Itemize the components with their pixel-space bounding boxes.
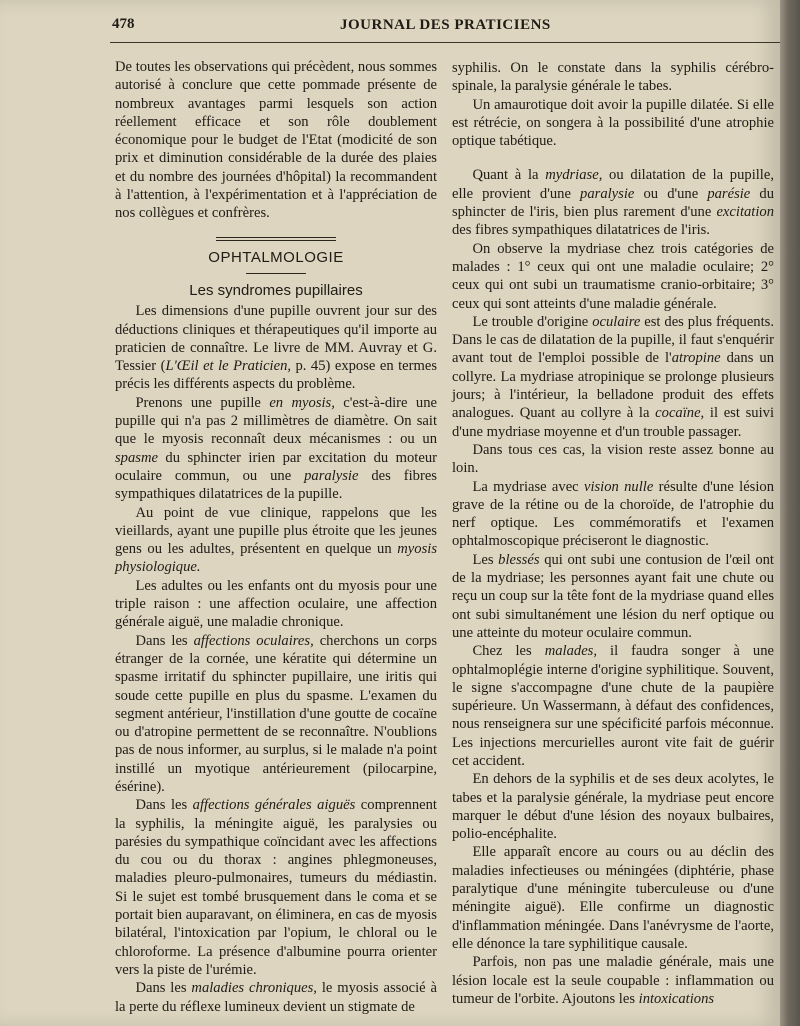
section-heading: OPHTALMOLOGIE bbox=[208, 248, 344, 266]
section-divider bbox=[216, 237, 336, 241]
left-column bbox=[115, 58, 437, 1016]
paragraph: Chez les malades, il faudra songer à une ophtalmoplégie interne d'origine syphilitique. Souvent, le signe s'accompagne d'une chute de la paupière supérieure. Un Wassermann, à défaut des confidences, nous renseignera sur une spécificité parfois méconnue. Les injections mercurielles auront vite fait de guérir cet accident. bbox=[452, 643, 774, 769]
running-title: JOURNAL DES PRATICIENS bbox=[340, 17, 551, 33]
paragraph: Prenons une pupille en myosis, c'est-à-dire une pupille qui n'a pas 2 millimètres de diamètre. On sait que le myosis reconnaît deux mécanismes : ou un spasme du sphincter irien par excitation du moteur oculaire commun, ou une paralysie des fibres sympathiques dilatatrices de la pupille. bbox=[115, 394, 437, 503]
article-title: Les syndromes pupillaires bbox=[189, 281, 363, 299]
heading-rule bbox=[246, 273, 306, 274]
paragraph: Un amaurotique doit avoir la pupille dilatée. Si elle est rétrécie, on songera à la possibilité d'une atrophie optique tabétique. bbox=[452, 96, 774, 150]
paragraph: Le trouble d'origine oculaire est des plus fréquents. Dans le cas de dilatation de la pupille, il faut s'enquérir avant tout de l'emploi possible de l'atropine dans un collyre. La mydriase atropinique se prolonge plusieurs jours; à l'intérieur, la belladone produit des effets analogues. Quant au collyre à la cocaïne, il est suivi d'une mydriase moyenne et d'un trouble passager. bbox=[452, 313, 775, 440]
paragraph: Dans les affections générales aiguës comprennent la syphilis, la méningite aiguë, les paralysies ou parésies du sympathique coïncidant avec les affections du cou ou du thorax : angines phlegmoneuses, maladies pleuro-pulmonaires, tumeurs du médiastin. Si le sujet est tombé brusquement dans le coma et se portait bien auparavant, on éliminera, en cas de myosis bilatéral, l'intoxication par l'opium, le chloral ou le chloroforme. La présence d'albumine pourra orienter vers la piste de l'urémie. bbox=[115, 797, 437, 978]
paragraph: Les adultes ou les enfants ont du myosis pour une triple raison : une affection oculaire, une affection générale aiguë, une maladie chronique. bbox=[115, 577, 437, 631]
paragraph: On observe la mydriase chez trois catégories de malades : 1° ceux qui ont une maladie oculaire; 2° ceux qui ont subi un traumatisme cranio-orbitaire; 3° ceux qui sont atteints d'une maladie générale. bbox=[452, 240, 774, 312]
binding-edge bbox=[780, 0, 800, 1026]
closing-paragraph: De toutes les observations qui précèdent, nous sommes autorisé à conclure que cette pommade présente de nombreux avantages parmi lesquels son action réellement efficace et son rôle doublement économique pour le budget de l'Etat (modicité de son prix et diminution considérable de la durée des plaies et du nombre des journées d'hôpital) la recommandent à l'attention, à l'expérimentation et à l'appréciation de nos collègues et confrères. bbox=[115, 59, 437, 222]
paragraph: Elle apparaît encore au cours ou au déclin des maladies infectieuses ou méningées (diphtérie, phase paralytique d'une méningite tuberculeuse ou d'une méningite aiguë). Elle confirme un diagnostic d'inflammation méningée. Dans l'anévrysme de l'aorte, elle dénonce la tare syphilitique causale. bbox=[452, 844, 774, 952]
paragraph: Dans les maladies chroniques, le myosis associé à la perte du réflexe lumineux devient un stigmate de bbox=[115, 980, 437, 1015]
paragraph: Quant à la mydriase, ou dilatation de la pupille, elle provient d'une paralysie ou d'une parésie du sphincter de l'iris, bien plus rarement d'une excitation des fibres sympathiques dilatatrices de l'iris. bbox=[452, 167, 774, 239]
paragraph: Les blessés qui ont subi une contusion de l'œil ont de la mydriase; les personnes ayant fait une chute ou reçu un coup sur la tête font de la mydriase quand elles ont subi simultanément une lésion du nerf optique ou une atteinte du moteur oculaire commun. bbox=[452, 551, 774, 641]
header-rule bbox=[110, 42, 780, 43]
paragraph: En dehors de la syphilis et de ses deux acolytes, le tabes et la paralysie générale, la mydriase peut encore marquer le début d'une lésion des noyaux bulbaires, polio-encéphalite. bbox=[452, 771, 774, 843]
paragraph: Les dimensions d'une pupille ouvrent jour sur des déductions cliniques et thérapeutiques qu'il importe au praticien de connaître. Le livre de MM. Auvray et G. Tessier (L'Œil et le Praticien, p. 45) expose en termes précis les différents aspects du problème. bbox=[115, 303, 437, 393]
paragraph: Au point de vue clinique, rappelons que les vieillards, ayant une pupille plus étroite que les jeunes gens ou les adultes, présentent en quelque un myosis physiologique. bbox=[115, 504, 437, 576]
paragraph: La mydriase avec vision nulle résulte d'une lésion grave de la rétine ou de la choroïde, de l'atrophie du nerf optique. Les commémoratifs et l'examen ophtalmoscopique préciseront le diagnostic. bbox=[452, 478, 774, 550]
paragraph: Parfois, non pas une maladie générale, mais une lésion locale est la seule coupable : inflammation ou tumeur de l'orbite. Ajoutons les intoxications bbox=[452, 954, 774, 1007]
page-number: 478 bbox=[112, 16, 135, 32]
paragraph: Dans tous ces cas, la vision reste assez bonne au loin. bbox=[452, 441, 774, 477]
right-column bbox=[452, 59, 774, 1008]
paragraph: syphilis. On le constate dans la syphilis cérébro-spinale, la paralysie générale le tabes. bbox=[452, 60, 774, 95]
page-header bbox=[110, 16, 780, 42]
paragraph: Dans les affections oculaires, cherchons un corps étranger de la cornée, une kératite qui détermine un spasme irritatif du sphincter pupillaire, une iritis qui soude cette pupille en plus du spasme. L'examen du segment antérieur, l'instillation d'une goutte de cocaïne ou d'atropine permettent de se reconnaître. N'oublions pas de nous informer, au surplus, si le malade n'a point instillé un myotique antérieurement (pilocarpine, ésérine). bbox=[115, 632, 438, 795]
